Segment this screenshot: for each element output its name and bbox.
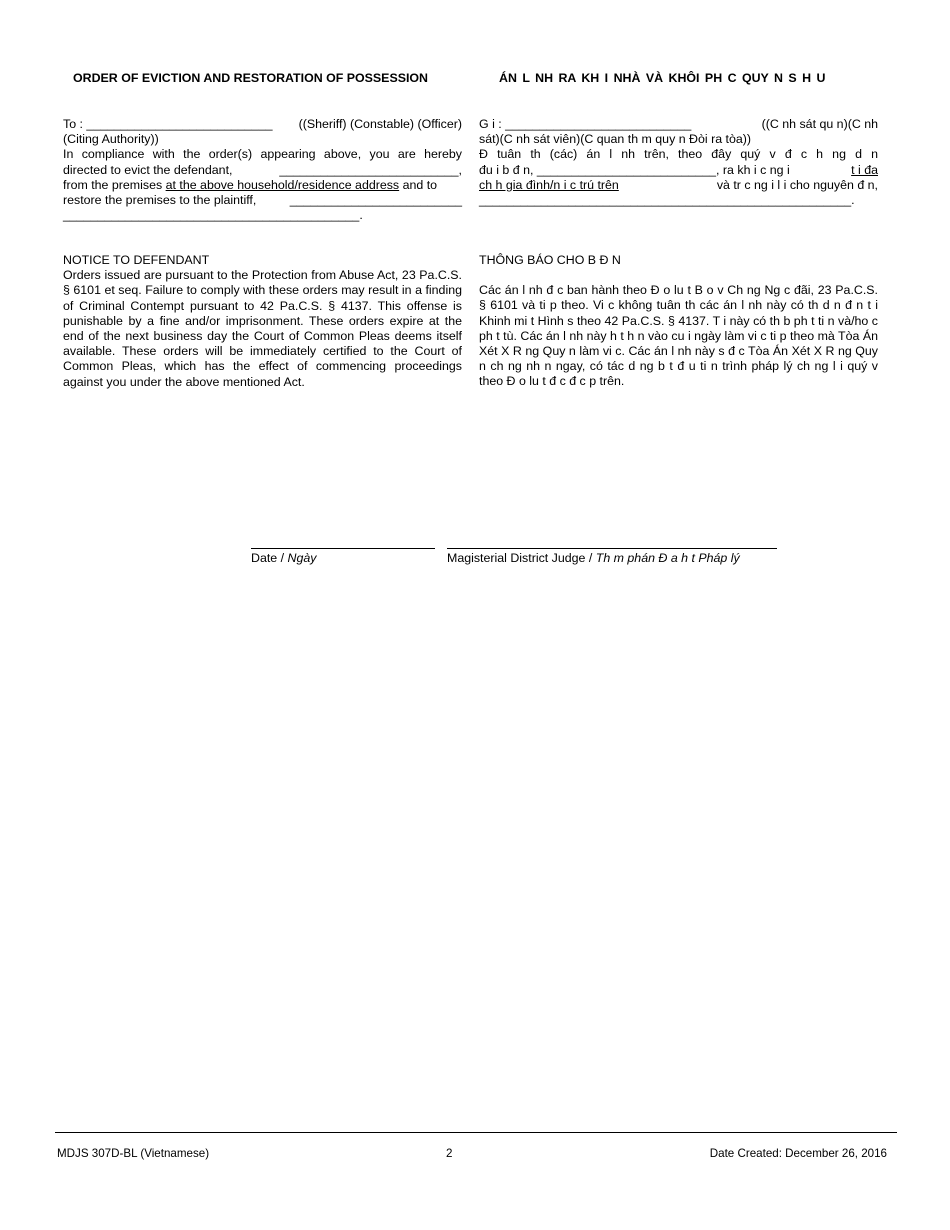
date-label-en: Date / [251, 551, 288, 565]
notice-body-vi: Các án l nh đ c ban hành theo Đ o lu t B o v Ch ng Ng c đãi, 23 Pa.C.S. § 6101 và ti p theo. Vi c không tuân th các án l nh này có th d n đ n t i Khinh mi t Hình s theo 42 Pa.C.S. § 4137. T i này có th b ph t ti n và/ho c ph t tù. Các án l nh này h t h n vào cu i ngày làm vi c ti p theo mà Tòa Án Xét X R ng Quy n làm vi c. Các án l nh này s đ c Tòa Án Xét X R ng Quy n ch ng nh n ngay, có tác d ng b t đ u ti n trình pháp lý ch ng l i quý v theo Đ o lu t đ c đ c p trên. [479, 283, 878, 389]
evict-text-vi-end: , ra kh i c ng i [716, 162, 790, 177]
restore-text-vi: và tr c ng i l i cho nguyên đ n, [716, 177, 878, 192]
evict-text-vi: đu i b đ n, [479, 162, 537, 177]
title-vietnamese: ÁN L NH RA KH I NHÀ VÀ KHÔI PH C QUY N S H U [499, 71, 826, 85]
to-roles-continued: (Citing Authority)) [63, 132, 159, 147]
premises-text-end: and to [399, 177, 438, 192]
notice-body: Orders issued are pursuant to the Protection from Abuse Act, 23 Pa.C.S. § 6101 et seq. Failure to comply with these orders may result in a finding of Criminal Contempt pursuant to 42 Pa.C.S. § 4137. This offense is punishable by a fine and/or imprisonment. These orders expire at the end of the next business day the Court of Common Pleas deems itself available. These orders will be immediately certified to the Court of Common Pleas, which has the effect of commencing proceedings against you under the above mentioned Act. [63, 268, 462, 389]
order-block-vietnamese [479, 117, 878, 208]
date-label-vi: Ngày [287, 551, 317, 565]
premises-address-underlined: at the above household/residence address [165, 177, 400, 192]
notice-block-vietnamese [479, 253, 878, 390]
to-blank-field[interactable]: ___________________________ [86, 117, 273, 131]
directed-text: directed to evict the defendant, [63, 162, 233, 177]
to-label-vi: G i : [479, 117, 506, 131]
notice-heading-vi: THÔNG BÁO CHO B Đ N [479, 253, 621, 267]
notice-heading: NOTICE TO DEFENDANT [63, 253, 210, 267]
compliance-line: In compliance with the order(s) appearing above, you are hereby [63, 147, 462, 162]
judge-label-vi: Th m phán Đ a h t Pháp lý [595, 551, 740, 565]
date-label [251, 551, 316, 566]
to-roles-vi: ((C nh sát qu n)(C nh [761, 117, 878, 131]
judge-label-en: Magisterial District Judge / [447, 551, 596, 565]
address-underlined-vi-2: ch h gia đình/n i c trú trên [479, 177, 619, 192]
title-english: ORDER OF EVICTION AND RESTORATION OF POSSESSION [73, 71, 429, 85]
defendant-blank-field[interactable]: __________________________ [279, 162, 459, 177]
period: . [359, 208, 363, 223]
final-blank-field[interactable]: ___________________________________________ [63, 208, 360, 223]
judge-signature-line[interactable] [447, 548, 777, 549]
footer-page-number: 2 [446, 1147, 453, 1160]
address-underlined-vi-1: t i đa [851, 162, 878, 177]
notice-block-english [63, 253, 462, 390]
defendant-blank-field-vi[interactable]: __________________________ [536, 162, 717, 177]
to-label: To : [63, 117, 87, 131]
to-blank-field-vi[interactable]: ___________________________ [505, 117, 692, 131]
plaintiff-blank-field[interactable]: _________________________ [289, 193, 462, 208]
compliance-line-vi: Đ tuân th (các) án l nh trên, theo đây quý v đ c h ng d n [479, 147, 878, 162]
premises-text: from the premises [63, 177, 166, 192]
to-roles-continued-vi: sát)(C nh sát viên)(C quan th m quy n Đòi ra tòa)) [479, 132, 752, 147]
restore-text: restore the premises to the plaintiff, [63, 193, 257, 208]
period-vi: . [851, 193, 855, 208]
plaintiff-blank-field-vi[interactable]: ______________________________________________________ [479, 193, 852, 208]
date-signature-line[interactable] [251, 548, 435, 549]
to-roles: ((Sheriff) (Constable) (Officer) [298, 117, 462, 131]
footer-rule [55, 1132, 897, 1133]
premises-line [63, 178, 462, 193]
footer-form-id: MDJS 307D-BL (Vietnamese) [57, 1147, 210, 1160]
order-block-english [63, 117, 462, 223]
footer-date-created: Date Created: December 26, 2016 [709, 1147, 887, 1160]
comma: , [458, 162, 462, 177]
judge-label [447, 551, 740, 566]
